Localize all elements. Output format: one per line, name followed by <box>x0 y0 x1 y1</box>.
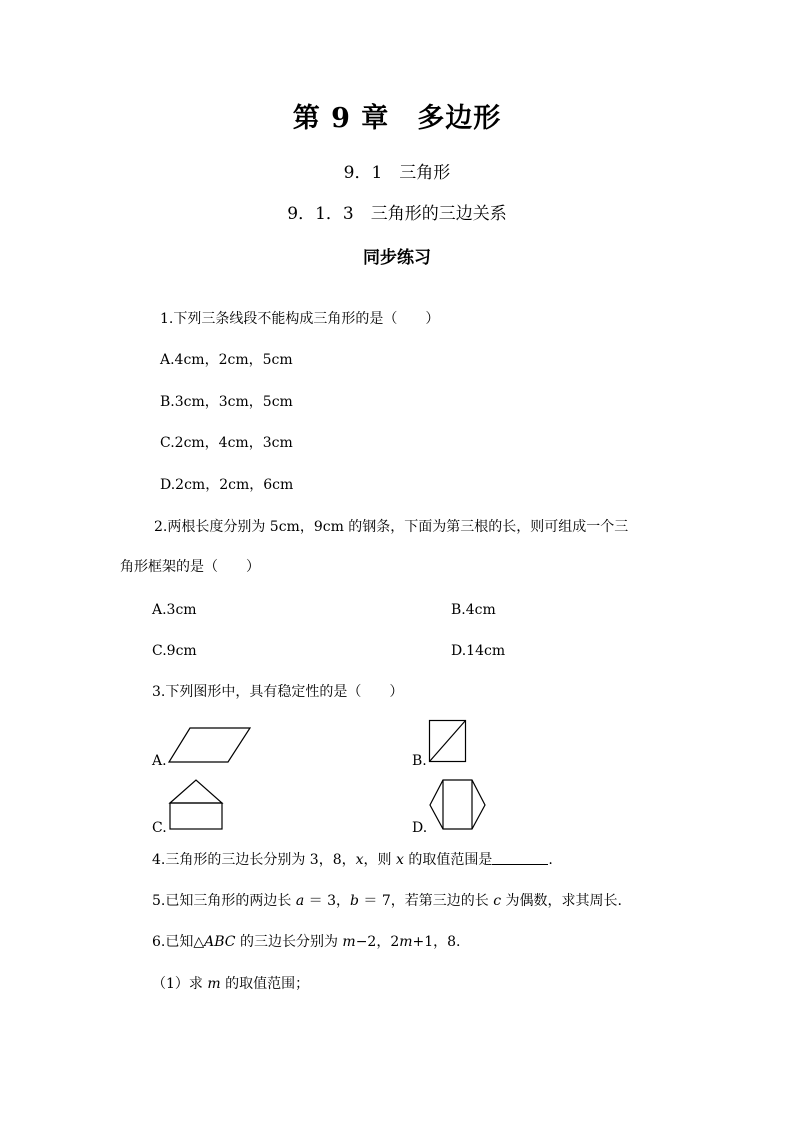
question-6-var-m-1: m <box>342 934 356 950</box>
question-6-var-m-2: m <box>399 934 413 950</box>
question-5-text-2: ＝ 3， <box>304 893 350 909</box>
question-2-option-c: C.9cm <box>152 643 197 659</box>
question-5-var-a: a <box>295 893 305 909</box>
question-6-text-3: −2，2 <box>355 934 400 950</box>
question-6-sub-1-var-m: m <box>207 976 221 992</box>
question-5 <box>152 891 622 911</box>
question-3-stem: 3.下列图形中，具有稳定性的是（ ） <box>152 684 404 700</box>
question-2-option-a: A.3cm <box>152 602 197 618</box>
question-3-label-c: C. <box>152 820 167 836</box>
question-6-sub-1-text-1: （1）求 <box>152 976 208 992</box>
question-4-text-1: 4.三角形的三边长分别为 3，8， <box>152 852 356 868</box>
question-3-label-a: A. <box>152 753 167 769</box>
question-3-label-b: B. <box>412 753 427 769</box>
question-4-var-x-2: x <box>395 852 404 868</box>
question-2-stem-line2: 角形框架的是（ ） <box>120 559 260 575</box>
house-shape-figure <box>168 777 226 833</box>
question-6-text-2: 的三边长分别为 <box>235 934 343 950</box>
chapter-title: 第 9 章 多边形 <box>292 103 502 134</box>
subsection-title: 9．1．3 三角形的三边关系 <box>287 204 507 224</box>
question-4-var-x-1: x <box>355 852 364 868</box>
question-3-label-d: D. <box>412 820 428 836</box>
question-5-text-4: 为偶数，求其周长. <box>501 893 622 909</box>
question-4-text-3: 的取值范围是 <box>403 852 493 868</box>
question-1-option-d: D.2cm，2cm，6cm <box>160 477 294 493</box>
question-6-sub-1-text-2: 的取值范围； <box>220 976 310 992</box>
question-4-text-2: ，则 <box>363 852 396 868</box>
question-2-option-b: B.4cm <box>451 602 496 618</box>
question-5-var-c: c <box>493 893 502 909</box>
exercise-subtitle: 同步练习 <box>363 248 431 268</box>
question-1-stem: 1.下列三条线段不能构成三角形的是（ ） <box>160 311 440 327</box>
question-5-text-1: 5.已知三角形的两边长 <box>152 893 296 909</box>
hexagon-with-rectangle-figure <box>428 777 488 833</box>
question-6-text-1: 6.已知△ <box>152 934 205 950</box>
question-5-var-b: b <box>349 893 359 909</box>
square-with-diagonal-figure <box>428 719 470 765</box>
question-6-text-4: +1，8. <box>412 934 461 950</box>
question-6-sub-1 <box>152 974 309 994</box>
question-5-text-3: ＝ 7，若第三边的长 <box>358 893 494 909</box>
question-6-var-abc: ABC <box>204 934 236 950</box>
question-4-text-end: . <box>548 852 553 868</box>
question-1-option-a: A.4cm，2cm，5cm <box>160 352 293 368</box>
question-4-answer-blank <box>492 850 548 865</box>
question-4 <box>152 850 553 870</box>
question-2-stem-line1: 2.两根长度分别为 5cm，9cm 的钢条，下面为第三根的长，则可组成一个三 <box>154 519 629 535</box>
question-1-option-c: C.2cm，4cm，3cm <box>160 435 293 451</box>
section-title: 9．1 三角形 <box>343 163 451 183</box>
question-6 <box>152 932 461 952</box>
parallelogram-figure <box>168 725 254 765</box>
question-1-option-b: B.3cm，3cm，5cm <box>160 394 293 410</box>
question-2-option-d: D.14cm <box>451 643 506 659</box>
